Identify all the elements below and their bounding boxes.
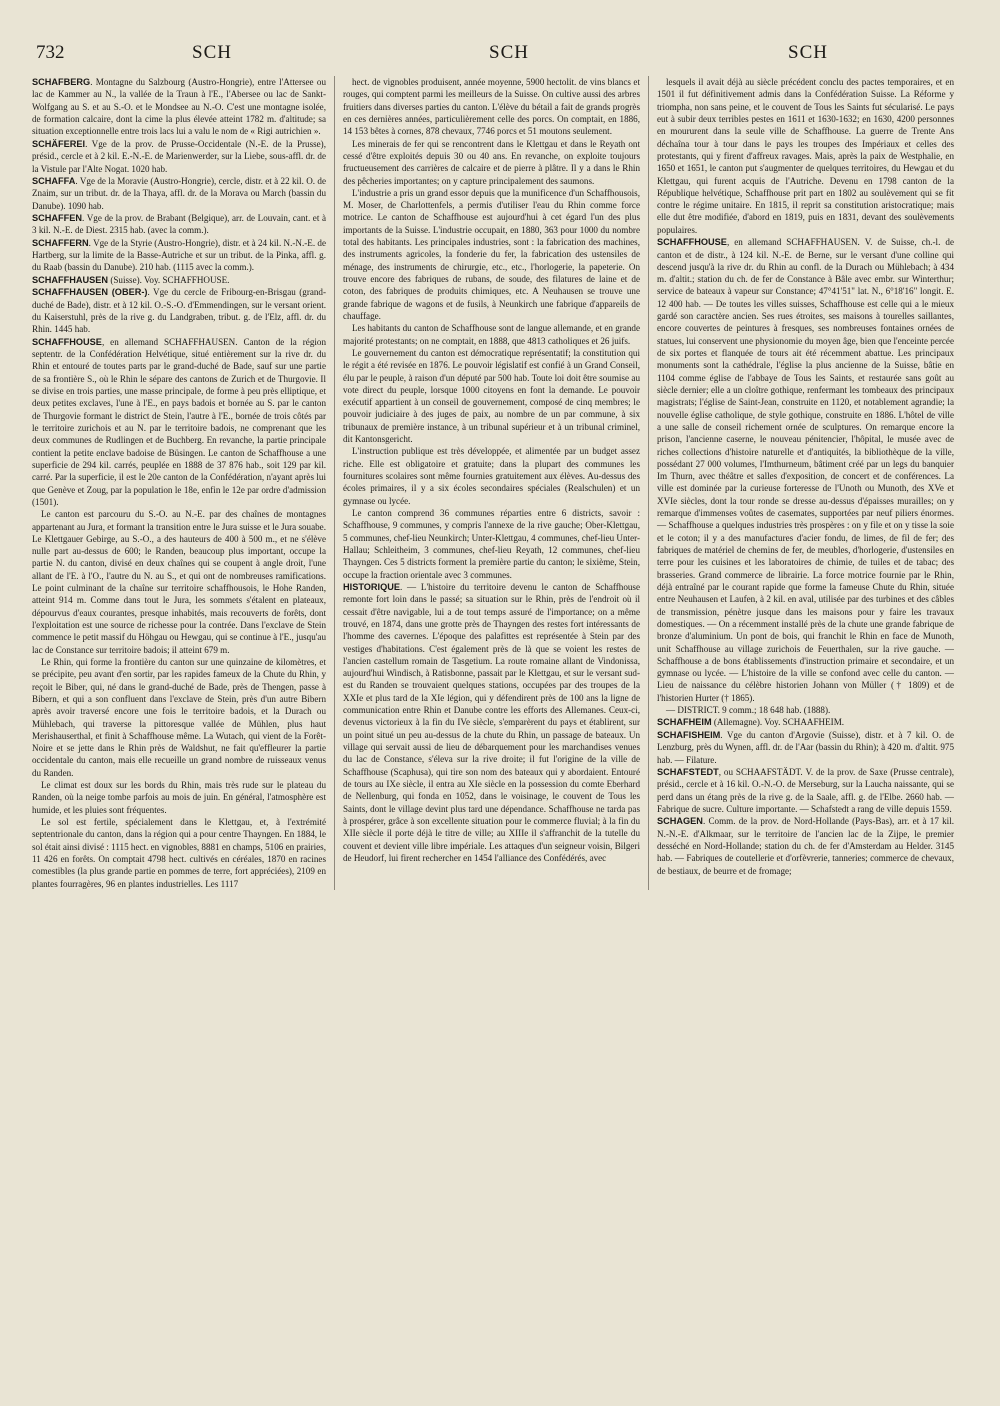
column-2-paragraph: SCHAFSTEDT, ou SCHAAFSTÄDT. V. de la prov. de Saxe (Prusse centrale), présid., cercle et à 16 kil. O.-N.-O. de Merseburg, sur la Laucha naissante, qui se perd dans un étang près de la rive g. de la Saale, affl. g. de l'Elbe. 2660 hab. — Fabrique de sucre. Culture importante. — Schafstedt a rang de ville depuis 1559. — [657, 766, 954, 815]
column-2-paragraph: SCHAGEN. Comm. de la prov. de Nord-Hollande (Pays-Bas), arr. et à 17 kil. N.-N.-E. d'Alkmaar, sur le territoire de l'ancien lac de la Zijpe, le premier desséché en Nord-Hollande; station du ch. de fer d'Amsterdam au Helder. 3145 hab. — Fabriques de coutellerie et d'orfèvrerie, tanneries; commerce de chevaux, de bestiaux, de beurre et de fromage; — [657, 816, 954, 876]
column-0-paragraph: Le climat est doux sur les bords du Rhin, mais très rude sur le plateau du Randen, où la neige tombe parfois au mois de juin. En général, l'atmosphère est humide, et les pluies sont fréquentes. — [32, 780, 326, 815]
column-middle — [334, 76, 640, 890]
column-0-paragraph: Le Rhin, qui forme la frontière du canton sur une quinzaine de kilomètres, et se précipite, peu avant d'en sortir, par les rapides fameux de la Chute du Rhin, y reçoit le Biber, qui, né dans le grand-duché de Bade, près de Thengen, passe à Bibern, et qui a son confluent dans l'exclave de Stein, près d'un autre Bibern après avoir traversé encore une fois le territoire badois, et la Durach ou Mühlebach, qui traverse la pittoresque vallée de Mühlen, plus haut Merishauserthal, et finit à Schaffhouse même. La Wutach, qui vient de la Forêt-Noire et se jette dans le Rhin près de Waldshut, ne fait qu'effleurer la partie occidentale du canton, mais elle recueille un grand nombre de ruisseaux venus du Randen. — [32, 656, 326, 778]
column-0-paragraph: Le canton est parcouru du S.-O. au N.-E. par des chaînes de montagnes appartenant au Jura, et formant la transition entre le Jura suisse et le Jura souabe. Le Klettgauer Gebirge, au S.-O., a des hauteurs de 400 à 500 m., et ne s'élève nulle part au-dessus de 600; le Randen, beaucoup plus important, occupe la partie N. du canton, divisé en deux chaînes qui se coupent à angle droit, l'une allant de l'E. à l'O., l'autre du N. au S., et qui ont de nombreuses ramifications. Le point culminant de la chaîne sur territoire schaffhousois, le Hohe Randen, atteint 914 m. Comme dans tout le Jura, les sommets s'étalent en plateaux, dépourvus d'eaux courantes, presque inhabités, mais recouverts de forêts, dont l'exploitation est une source de richesse pour la contrée. Dans l'exclave de Stein commence le petit massif du Höhgau ou Hewgau, qui se continue à l'E., jusqu'au lac de Constance sur territoire badois; il atteint 679 m. — [32, 509, 326, 655]
entry-headword: SCHAFFHAUSEN (OBER-) — [32, 287, 148, 298]
head-word-center: SCH — [489, 42, 529, 63]
entry-headword: SCHAFFERN — [32, 237, 89, 248]
column-0-paragraph: SCHAFFHOUSE, en allemand SCHAFFHAUSEN. Canton de la région septentr. de la Confédération Helvétique, situé entièrement sur la rive dr. du Rhin et entouré de toutes parts par le grand-duché de Bade, sauf sur une partie de sa frontière S., où le Rhin le sépare des cantons de Zurich et de Thurgovie. Il se divise en trois parties, une masse principale, de forme à peu près elliptique, et deux petites exclaves, l'une à l'E., en pays badois et bornée au S. par le canton de Thurgovie formant le district de Stein, l'autre à l'E., bornée de trois côtés par le territoire zurichois et au N. par le territoire badois, ne comprenant que les deux communes de Rudlingen et de Buchberg. En revanche, la partie principale contient la petite enclave badoise de Büsingen. Le canton de Schaffhouse a une superficie de 294 kil. carrés, peuplée en 1888 de 37 876 hab., soit 129 par kil. carré. Par la superficie, il est le 20e canton de la Confédération, n'ayant après lui que Genève et Zoug, par la population le 18e, enfin le 12e par ordre d'admission (1501). — [32, 336, 326, 507]
entry-headword: SCHAFBERG — [32, 77, 91, 87]
head-word-right: SCH — [788, 42, 828, 63]
entry-headword: SCHAFFEN — [32, 212, 83, 223]
text-columns — [32, 76, 970, 890]
column-0-paragraph: SCHAFBERG. Montagne du Salzbourg (Austro-Hongrie), entre l'Attersee ou lac de Kammer au N., la vallée de la Traun à l'E., l'Abersee ou lac de Sankt-Wolfgang au S. et au S.-O. et le Mondsee au N.-O. C'est une montagne isolée, de formation calcaire, dont la cime la plus élevée atteint 1782 m. d'altitude; sa situation exceptionnelle entre trois lacs lui a valu le nom de « Rigi autrichien ». — [32, 77, 326, 137]
entry-headword: SCHAFSTEDT — [657, 766, 719, 777]
column-1-paragraph: hect. de vignobles produisent, année moyenne, 5900 hectolit. de vins blancs et rouges, qui comptent parmi les meilleurs de la Suisse. On cultive aussi des arbres fruitiers dans diverses parties du canton. L'élève du bétail a fait de grands progrès en ces dernières années, particulièrement celle des porcs. On comptait, en 1886, 14 153 bêtes à cornes, 878 chevaux, 7746 porcs et 51 moutons seulement. — [343, 77, 640, 137]
entry-headword: SCHAFISHEIM — [657, 729, 721, 740]
column-2-paragraph: SCHAFFHOUSE, en allemand SCHAFFHAUSEN. V. de Suisse, ch.-l. de canton et de distr., à 124 kil. N.-E. de Berne, sur le versant d'une colline qui descend jusqu'à la rive dr. du Rhin au confl. de la Durach ou Mühlebach; à 434 m. d'altit.; station du ch. de fer de Constance à Bâle avec embr. sur Winterthur; service de bateaux à vapeur sur Constance; 47°41'51" lat. N., 6°18'16" longit. E. 12 400 hab. — De toutes les villes suisses, Schaffhouse est celle qui a le mieux gardé son caractère ancien. Ses rues étroites, ses maisons à tourelles saillantes, encore couvertes de peintures à fresques, ses nombreuses fontaines ornées de statues, lui conservent une physionomie du moyen âge, bien que l'enceinte percée de six portes et flanquée de tours ait été récemment abattue. Les principaux monuments sont la cathédrale, l'église la plus ancienne de la Suisse, bâtie en 1104 comme église de l'abbaye de Tous les Saints, et restaurée sans goût au siècle dernier; elle a un cloître gothique, renfermant les tombeaux des principaux magistrats; l'église de Saint-Jean, construite en 1120, et notablement agrandie; la nouvelle église catholique, de style gothique, construite en 1886. L'hôtel de ville a une salle de conseil richement ornée de sculptures. On remarque encore la prison, l'ancienne caserne, le nouveau pénitencier, l'hôpital, le musée avec de riches collections d'histoire naturelle et d'antiquités, la bibliothèque de la ville, possédant 27 000 volumes, l'Imthurneum, bâtiment créé par un legs du banquier Im Thurn, avec théâtre et salles d'exposition, de concert et de conférences. La ville est dominée par la curieuse forteresse de l'Unoth ou Munoth, des XVe et XVIe siècles, dont la tour ronde se dresse au-dessus d'épaisses murailles; on y remarque d'immenses voûtes de casemates, supportées par neuf piliers énormes. — Schaffhouse a quelques industries très prospères : on y file et on y tisse la soie et le coton; il y a des manufactures d'acier fondu, de limes, de fil de fer; des fabriques de matériel de chemins de fer, de meubles, d'horlogerie, d'ustensiles en terre pour les cuisines et les laboratoires de chimie, de tuiles et de tabac; des brasseries. Grand commerce de librairie. La force motrice fournie par le Rhin, déjà entraîné par le courant rapide que forme la fameuse Chute du Rhin, située entre Neuhausen et Laufen, à 2 kil. en aval, utilisée par des turbines et des câbles de transmission, pénètre jusque dans les maisons pour y faire les travaux domestiques. — On a récemment installé près de la chute une grande fabrique de bronze d'aluminium. Un pont de bois, qui franchit le Rhin en face de Munoth, unit Schaffhouse au village zurichois de Feuerthalen, sur la rive gauche. — Schaffhouse a de bons établissements d'instruction primaire et secondaire, et un gymnase ou lycée. — L'histoire de la ville se confond avec celle du canton. — Lieu de naissance du célèbre historien Johann von Müller († 1809) et de l'historien Hurter († 1865). — [657, 237, 954, 703]
column-1-paragraph: L'instruction publique est très développée, et alimentée par un budget assez riche. Elle est obligatoire et gratuite; dans la plupart des communes les fournitures scolaires sont même fournies gratuitement aux élèves. Au-dessus des écoles primaires, il y a six écoles secondaires spéciales (Realschulen) et un gymnase ou lycée. — [343, 446, 640, 506]
entry-headword: SCHAFHEIM — [657, 717, 712, 728]
entry-headword: HISTORIQUE — [343, 581, 401, 592]
column-0-paragraph: SCHAFFHAUSEN (OBER-). Vge du cercle de Fribourg-en-Brisgau (grand-duché de Bade), distr. et à 12 kil. O.-S.-O. d'Emmendingen, sur le versant orient. du Kaiserstuhl, près de la rive g. du Landgraben, tribut. g. de l'Elz, affl. dr. du Rhin. 1445 hab. — [32, 287, 326, 335]
column-0-paragraph: Le sol est fertile, spécialement dans le Klettgau, et, à l'extrémité septentrionale du canton, dans la région qui a pour centre Thayngen. En 1884, le sol était ainsi divisé : 1115 hect. en vignobles, 8881 en champs, 5106 en prairies, 11 426 en forêts. On comptait 4798 hect. cultivés en céréales, 1870 en racines comestibles (la plus grande partie en pommes de terre, fort appréciées), 2109 en plantes fourragères, 96 en plantes industrielles. Les 1117 — [32, 817, 326, 889]
entry-headword: SCHAFFHAUSEN — [32, 274, 109, 285]
column-2-paragraph: lesquels il avait déjà au siècle précédent conclu des pactes temporaires, et en 1501 il fut définitivement admis dans la Confédération Suisse. La Réforme y triompha, non sans peine, et le couvent de Tous les Saints fut sécularisé. Le pays eut à subir deux terribles pestes en 1611 et 1630-1632; en 1630, 4200 personnes en moururent dans la seule ville de Schaffhouse. La guerre de Trente Ans déchaîna tour à tour dans le pays les troupes des Impériaux et celles des protestants, qui y firent d'affreux ravages. Mais, après la paix de Westphalie, en 1650 et 1651, le canton put s'augmenter de quelques territoires, du Hewgau et du Klettgau, qui furent acquis de l'Autriche. Devenu en 1798 canton de la République helvétique, Schaffhouse prit part en 1802 au soulèvement qui se fit contre le régime unitaire. En 1815, il reprit sa constitution aristocratique; mais elle dut être modifiée, d'abord en 1819, puis en 1831, devant des soulèvements populaires. — [657, 77, 954, 235]
column-2-paragraph: SCHAFISHEIM. Vge du canton d'Argovie (Suisse), distr. et à 7 kil. O. de Lenzburg, près du Wynen, affl. dr. de l'Aar (bassin du Rhin); à 420 m. d'altit. 975 hab. — Filature. — [657, 729, 954, 765]
page-number: 732 — [36, 42, 65, 63]
column-0-paragraph: SCHAFFERN. Vge de la Styrie (Austro-Hongrie), distr. et à 24 kil. N.-N.-E. de Hartberg, sur la limite de la Basse-Autriche et sur un tribut. de la Pinka, affl. g. du Raab (bassin du Danube). 210 hab. (1115 avec la comm.). — [32, 237, 326, 273]
column-left — [32, 76, 326, 890]
column-0-paragraph: SCHAFFHAUSEN (Suisse). Voy. SCHAFFHOUSE. — [32, 274, 230, 285]
head-word-left: SCH — [192, 42, 232, 63]
column-0-paragraph: SCHAFFA. Vge de la Moravie (Austro-Hongrie), cercle, distr. et à 22 kil. O. de Znaim, sur un tribut. dr. de la Thaya, affl. dr. de la Morava ou March (bassin du Danube). 1090 hab. — [32, 175, 326, 211]
column-0-paragraph: SCHÄFEREI. Vge de la prov. de Prusse-Occidentale (N.-E. de la Prusse), présid., cercle et à 2 kil. E.-N.-E. de Marienwerder, sur la Liebe, sous-affl. dr. de la Vistule par l'Alte Nogat. 1020 hab. — [32, 138, 326, 174]
entry-headword: SCHAFFHOUSE — [32, 336, 102, 347]
column-1-paragraph: L'industrie a pris un grand essor depuis que la munificence d'un Schaffhousois, M. Moser, de Charlottenfels, a permis d'utiliser l'eau du Rhin comme force motrice. Le canton de Schaffhouse est aujourd'hui à cet égard l'un des plus importants de la Suisse. L'industrie occupait, en 1880, 363 pour 1000 du nombre total des habitants. Les principales industries, sont : la fabrication des machines, des instruments agricoles, la fonderie du fer, la fabrication des ustensiles de ménage, des instruments de chirurgie, etc., etc., l'horlogerie, la papeterie. On trouve encore des fabriques de rubans, de soude, des filatures de laine et de coton, des fabriques de produits chimiques, etc. A Neuhausen se trouve une grande fabrique de wagons et de fusils, à Neunkirch une fabrique d'appareils de chauffage. — [343, 187, 640, 321]
column-1-paragraph: Les habitants du canton de Schaffhouse sont de langue allemande, et en grande majorité protestants; on ne comptait, en 1888, que 4813 catholiques et 26 juifs. — [343, 323, 640, 346]
column-1-paragraph: Le canton comprend 36 communes réparties entre 6 districts, savoir : Schaffhouse, 9 communes, y compris l'annexe de la rive gauche; Ober-Klettgau, 5 communes, chef-lieu Neunkirch; Unter-Klettgau, 4 communes, chef-lieu Unter-Hallau; Schleitheim, 3 communes, chef-lieu Reyath, 12 communes, chef-lieu Thayngen. Ces 5 districts forment la première partie du canton; le sixième, Stein, occupe la fraction orientale avec 3 communes. — [343, 507, 640, 580]
column-0-paragraph: SCHAFFEN. Vge de la prov. de Brabant (Belgique), arr. de Louvain, cant. et à 3 kil. N.-E. de Diest. 2315 hab. (avec la comm.). — [32, 212, 326, 236]
column-2-paragraph: — DISTRICT. 9 comm.; 18 648 hab. (1888). — [666, 705, 831, 716]
entry-headword: SCHÄFEREI — [32, 138, 86, 149]
column-right — [648, 76, 954, 890]
running-head — [32, 40, 970, 70]
column-1-paragraph: Les minerais de fer qui se rencontrent dans le Klettgau et dans le Reyath ont cessé d'être exploités depuis 30 ou 40 ans. En revanche, on exploite toujours fructueusement des carrières de calcaire et de pierre à plâtre. Il y a dans le Rhin des pêcheries importantes; on y capture principalement des saumons. — [343, 138, 640, 186]
entry-headword: SCHAFFHOUSE — [657, 237, 727, 248]
column-1-paragraph: HISTORIQUE. — L'histoire du territoire devenu le canton de Schaffhouse remonte fort loin dans le passé; sa situation sur le Rhin, près de l'endroit où il cessait d'être navigable, lui a de tout temps assuré de l'importance; on a même trouvé, en 1874, dans une grotte près de Thayngen des restes fort intéressants de l'homme des cavernes. L'époque des palafittes est représentée à Stein par des vestiges d'habitations. C'est également près de là que se voient les restes de l'ancien castellum romain de Tasgetium. La route romaine allant de Vindonissa, aujourd'hui Windisch, à Ratisbonne, passait par le Klettgau, et sur le versant sud-est du Randen se trouvaient quelques stations, occupées par des troupes de la XXIe et plus tard de la XIe légion, qui y défendirent près de 100 ans la ligne de communication entre Rhin et Danube contre les efforts des Allemanes. Ceux-ci, devenus victorieux à la fin du IVe siècle, s'emparèrent du pays et établirent, sur un point situé un peu au-dessus de la chute du Rhin, un passage de bateaux. Un village qui servait aussi de lieu de débarquement pour les marchandises venues du lac de Constance, s'éleva sur la rive droite; il fut l'origine de la ville de Schaffhouse (Scaphusa), qui tire son nom des bateaux qui y abordaient. Entouré de tours au IXe siècle, il entra au XIe siècle en la possession du comte Eberhard de Nellenburg, qui fonda en 1052, dans le voisinage, le couvent de Tous les Saints, dont le village devint plus tard une dépendance. Schaffhouse ne tarda pas à prospérer, grâce à son excellente situation pour le commerce fluvial; à la fin du XIIe siècle il porte déjà le titre de ville; au XIIIe il s'affranchit de la tutelle du couvent et devient ville libre impériale. Les attaques d'un seigneur voisin, Bilgeri de Heudorf, lui firent rechercher en 1454 l'alliance des Confédérés, avec — [343, 581, 640, 863]
entry-headword: SCHAFFA — [32, 175, 76, 186]
column-1-paragraph: Le gouvernement du canton est démocratique représentatif; la constitution qui le régit a été revisée en 1876. Le pouvoir législatif est confié à un Grand Conseil, élu par le peuple, à raison d'un député par 500 hab. Toute loi doit être soumise au vote direct du peuple, lorsque 1000 citoyens en font la demande. Le pouvoir exécutif appartient à un conseil de gouvernement, composé de cinq membres; le pouvoir judiciaire à des juges de paix, au nombre de un par commune, à six tribunaux de première instance, à un tribunal supérieur et à un tribunal criminel, dit Kantonsgericht. — [343, 347, 640, 445]
column-2-paragraph: SCHAFHEIM (Allemagne). Voy. SCHAAFHEIM. — [657, 717, 845, 728]
entry-headword: SCHAGEN — [657, 816, 703, 827]
